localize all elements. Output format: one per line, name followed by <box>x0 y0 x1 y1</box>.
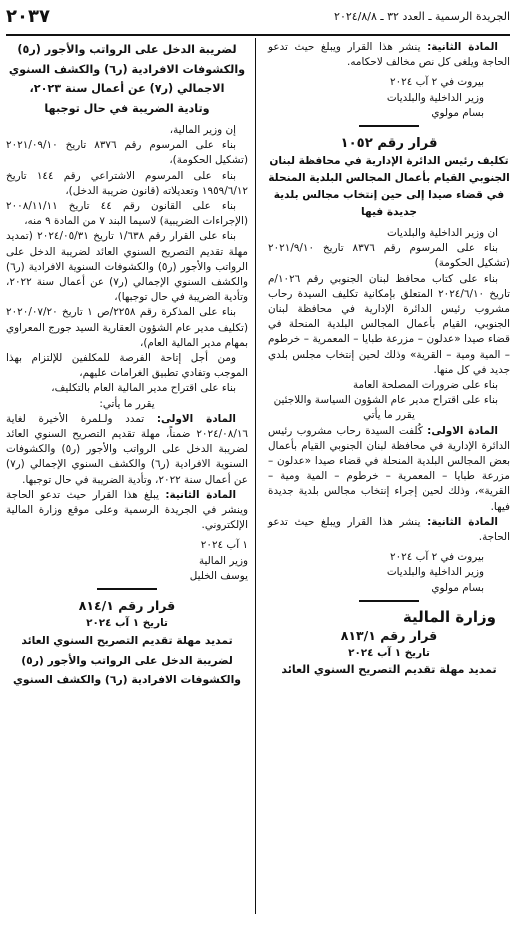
preamble-line: بناء على كتاب محافظ لبنان الجنوبي رقم ١٠٢٦/م تاريخ ٢٠٢٤/٦/١٠ المتعلق بإمكانية تكليف السيدة رحاب مشروب رئيس الدائرة الإدارية في محافظة لبنان الجنوبي، القيام بأعمال المجالس البلدية المنحلة في قضاء صيدا «عدلون – مزرعة طبايا – المعمرية – خرطوم – المية ومية – القرية» وذلك لحين إنتخاب مجلس بلدي جديد في كل منها. <box>268 272 510 376</box>
publication-title: الجريدة الرسمية ـ العدد ٣٢ ـ ٢٠٢٤/٨/٨ <box>334 10 510 23</box>
decision-814-heading: قرار رقم ٨١٤/١ <box>78 598 176 614</box>
preamble-line: بناء على اقتراح مدير عام الشؤون السياسة واللاجئين <box>273 394 498 407</box>
preamble-line: بناء على القرار رقم ١/٦٣٨ تاريخ ٢٠٢٤/٠٥/٣١ (تمديد مهلة تقديم التصريح السنوي العائد لضريبة الدخل على الرواتب والأجور (ر٥) والكشوفات السنوية الافرادية (ر٦) والكشف السنوي الإجمالي (ر٧) عن أعمال سنة ٢٠٢٢، وتأدية الضريبة في حال توجبها)، <box>6 230 248 304</box>
page-header <box>6 6 510 30</box>
preamble-line: بناء على المرسوم رقم ٨٣٧٦ تاريخ ٢٠٢١/٠٩/١٠ (تشكيل الحكومة)، <box>6 139 248 167</box>
minister-line: إن وزير المالية، <box>169 124 236 136</box>
decision-1052-heading: قرار رقم ١٠٥٢ <box>340 136 438 152</box>
decision-1052-signature: بيروت في ٢ آب ٢٠٢٤ وزير الداخلية والبلديات بسام مولوي <box>386 551 484 594</box>
decision-813-title: تمديد مهلة تقديم التصريح السنوي العائد <box>281 663 497 677</box>
decision-813-article-2: المادة الثانية: يبلغ هذا القرار حيث تدعو الحاجة وينشر في الجريدة الرسمية وعلى موقع وزارة المالية الإلكتروني. <box>6 488 248 532</box>
decision-813-title-continued: لضريبة الدخل على الرواتب والأجور (ر٥) والكشوفات الافرادية (ر٦) والكشف السنوي الاجمالي (ر٧) عن أعمال سنة ٢٠٢٣، وتادية الضريبة في حال توجبها <box>8 43 246 115</box>
preamble-line: بناء على القانون رقم ٤٤ تاريخ ٢٠٠٨/١١/١١ (الإجراءات الضريبية) لاسيما البند ٧ من المادة ٩ منه، <box>6 200 248 228</box>
decision-813-date: تاريخ ١ آب ٢٠٢٤ <box>348 646 430 659</box>
preamble-line: بناء على المذكرة رقم ٢٢٥٨/ص ١ تاريخ ٢٠٢٠/٠٧/٢٠ (تكليف مدير عام الشؤون العقارية السيد جورج المعراوي بمهام مدير المالية العام)، <box>6 306 248 349</box>
decides-line: يقرر ما يأتي <box>363 409 415 422</box>
decision-1052-title: تكليف رئيس الدائرة الإدارية في محافظة لبنان الجنوبي القيام بأعمال المجالس البلدية المنحلة في قضاء صيدا إلى حين إنتخاب مجالس بلدية جديدة فيها <box>268 155 510 219</box>
header-rule <box>6 34 510 36</box>
preamble-line: ومن أجل إتاحة الفرصة للمكلفين للإلتزام بهذا الموجب وتفادي تطبيق الغرامات عليهم، <box>6 352 248 380</box>
section-separator <box>97 588 157 590</box>
preamble-line: بناء على ضرورات المصلحة العامة <box>352 379 498 392</box>
decision-813-heading: قرار رقم ٨١٣/١ <box>340 627 438 643</box>
top-article-2: المادة الثانية: ينشر هذا القرار ويبلغ حيث تدعو الحاجة ويلغى كل نص مخالف لاحكامه. <box>268 41 510 69</box>
preamble-line: ان وزير الداخلية والبلديات <box>387 227 498 240</box>
ministry-heading: وزارة المالية <box>402 607 496 626</box>
decision-813-signature: ١ آب ٢٠٢٤ وزير المالية يوسف الخليل <box>189 539 248 582</box>
left-column <box>6 40 248 690</box>
right-column <box>268 40 510 679</box>
decision-814-date: تاريخ ١ آب ٢٠٢٤ <box>86 617 168 630</box>
decision-814-title: تمديد مهلة تقديم التصريح السنوي العائد لضريبة الدخل على الرواتب والأجور (ر٥) والكشوفات الافرادية (ر٦) والكشف السنوي <box>13 634 241 687</box>
preamble-line: بناء على اقتراح مدير المالية العام بالتكليف، <box>51 382 236 395</box>
preamble-line: بناء على المرسوم الاشتراعي رقم ١٤٤ تاريخ ١٩٥٩/٦/١٢ وتعديلاته (قانون ضريبة الدخل)، <box>6 169 248 197</box>
top-signature: بيروت في ٢ آب ٢٠٢٤ وزير الداخلية والبلديات بسام مولوي <box>386 76 484 119</box>
section-separator <box>359 600 419 602</box>
decision-813-article-1: المادة الاولى: تمدد ولـلمرة الأخيرة لغاية ٢٠٢٤/٠٨/١٦ ضمناً، مهلة تقديم التصريح السنوي العائد لضريبة الدخل على الرواتب والأجور (ر٥) والكشوفات السنوية الافرادية (ر٦) والكشف السنوي الإجمالي (ر٧) عن أعمال سنة ٢٠٢٢، وتأدية الضريبة في حال توجبها. <box>6 412 248 486</box>
section-separator <box>359 125 419 127</box>
decides-line: يقرر ما يأتي: <box>99 397 155 410</box>
decision-1052-article-2: المادة الثانية: ينشر هذا القرار ويبلغ حيث تدعو الحاجة. <box>268 515 510 544</box>
column-divider <box>255 38 256 914</box>
preamble-line: بناء على المرسوم رقم ٨٣٧٦ تاريخ ٢٠٢١/٩/١٠ (تشكيل الحكومة) <box>268 242 510 270</box>
decision-1052-article-1: المادة الاولى: كُلفت السيدة رحاب مشروب رئيس الدائرة الإدارية في محافظة لبنان الجنوبي القيام بأعمال بعض المجالس البلدية المنحلة في قضاء صيدا «عدلون – مزرعة طبايا – المعمرية – خرطوم – المية ومية – القرية»، وذلك لحين إجراء إنتخاب مجالس بلدية جديدة فيها. <box>268 424 510 513</box>
page-number: ٢٠٣٧ <box>6 6 50 27</box>
